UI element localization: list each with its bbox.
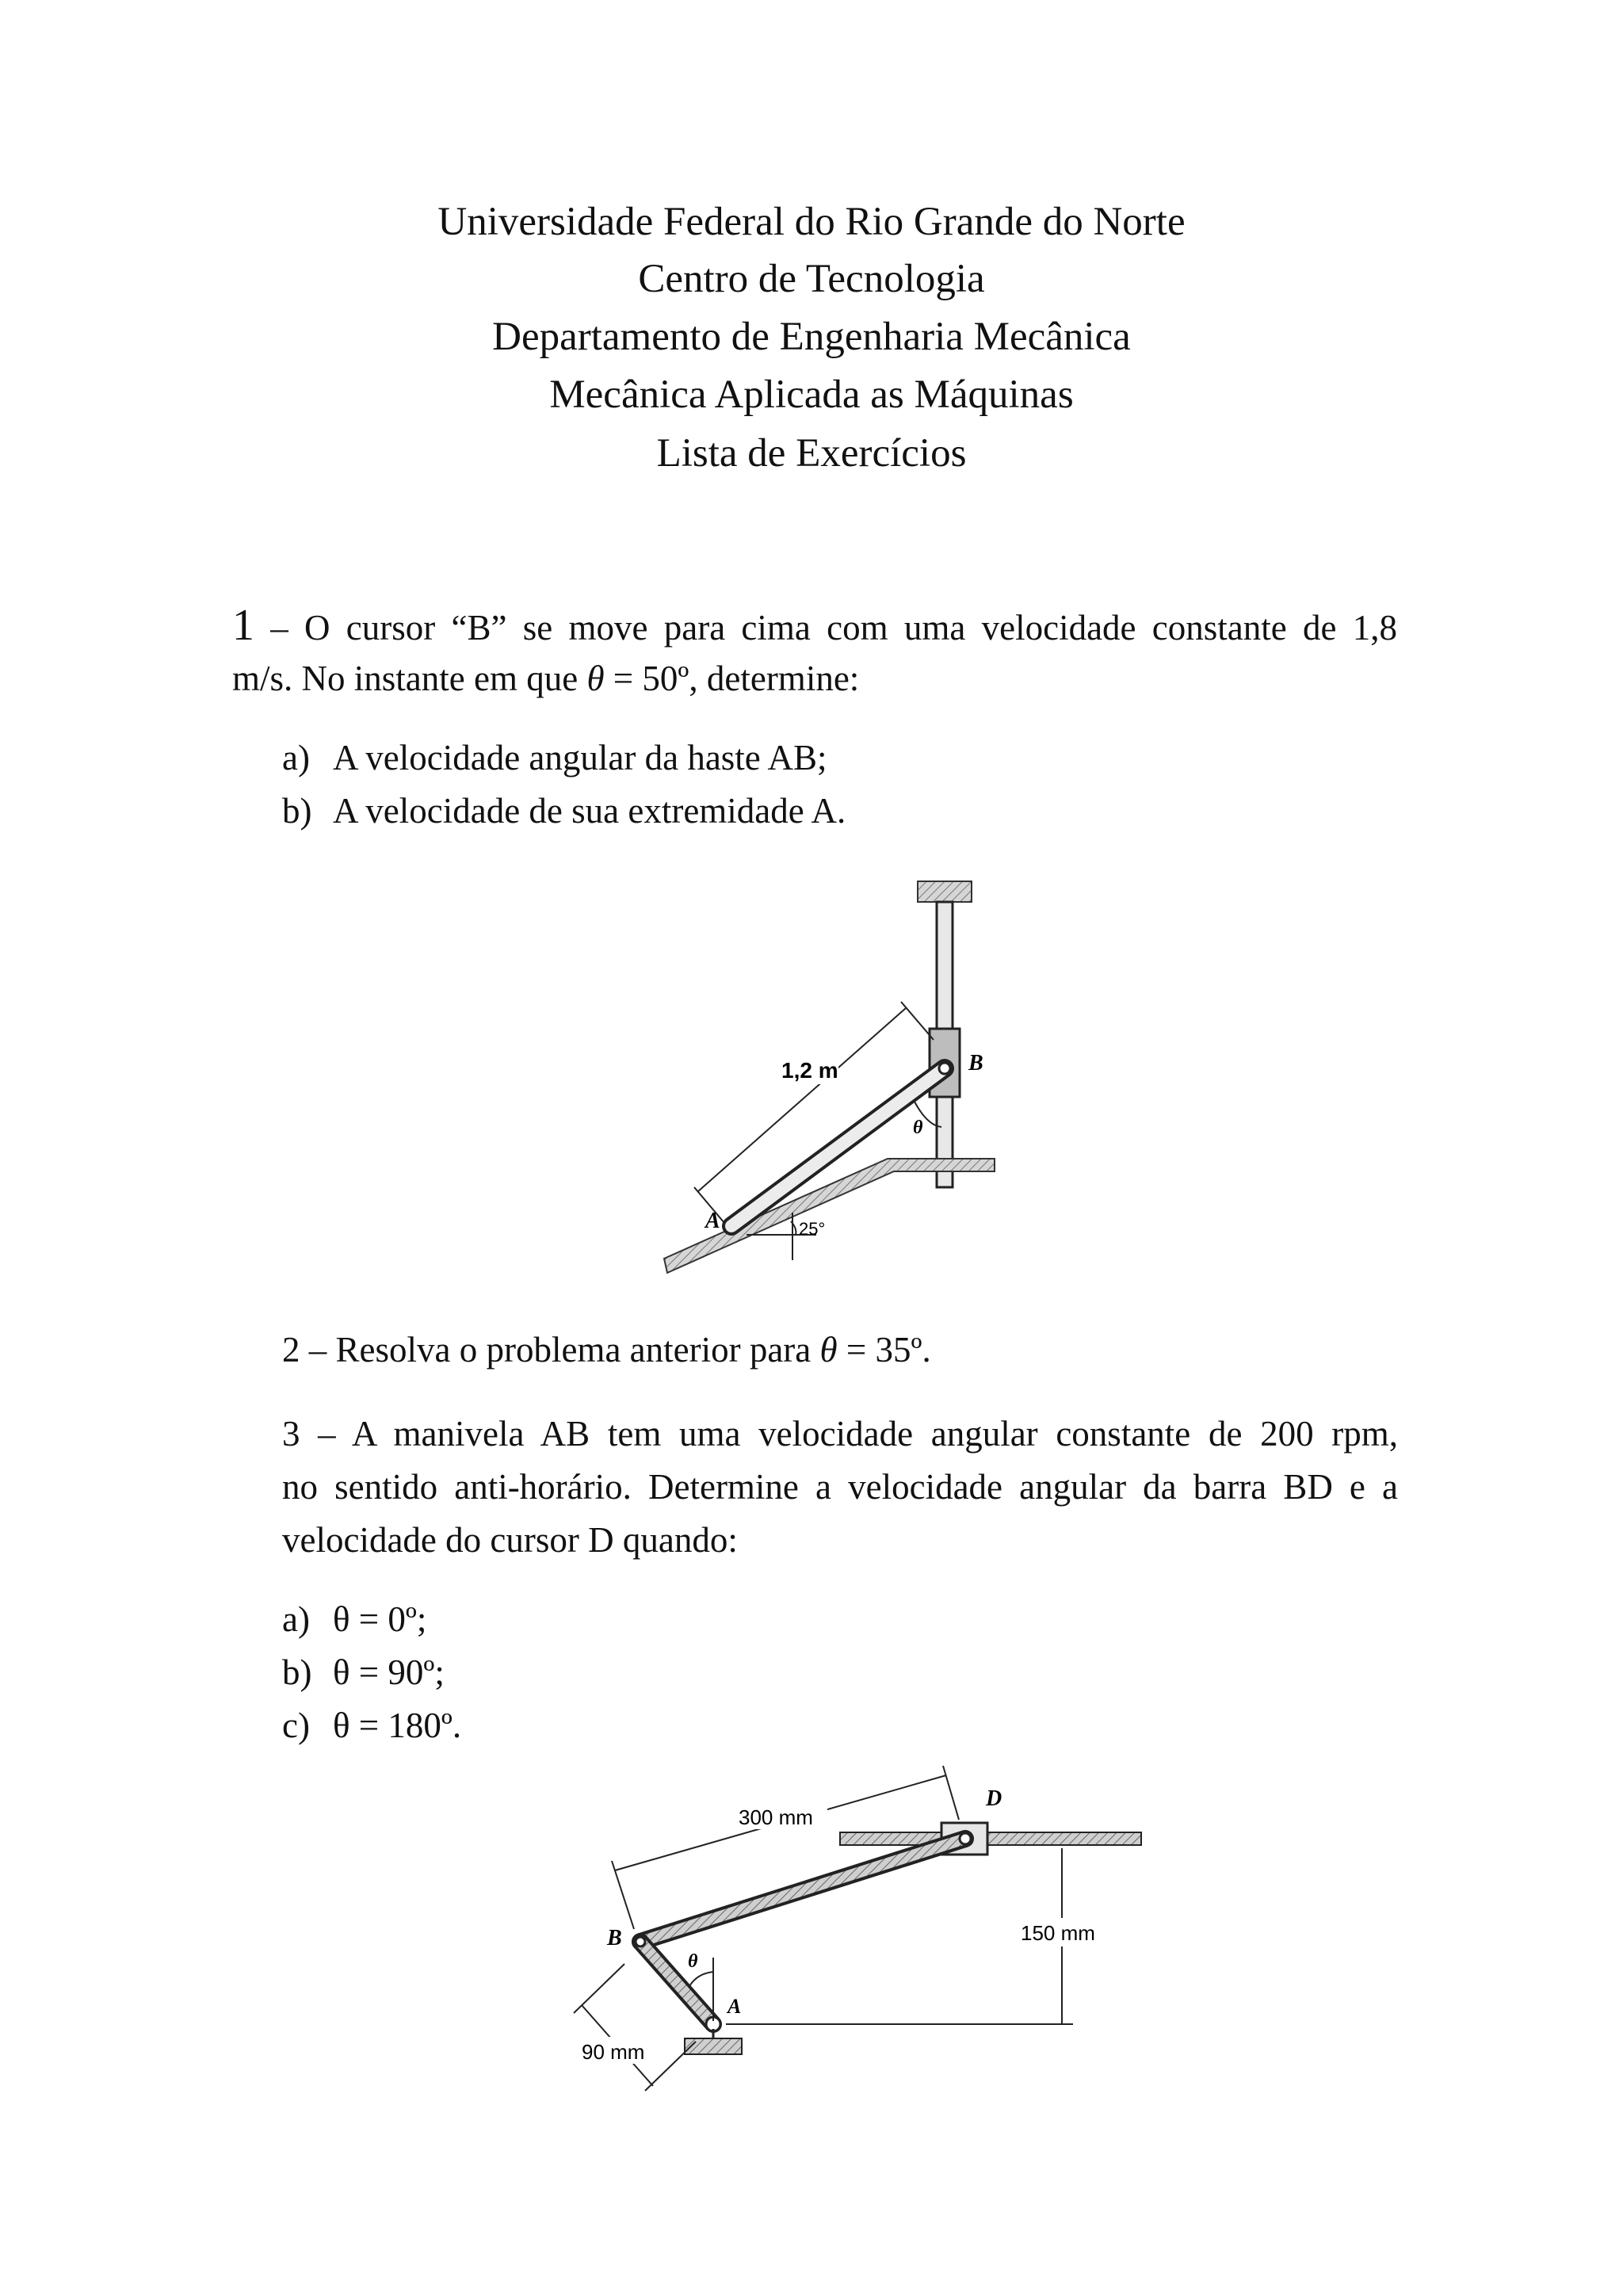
course-name: Mecânica Aplicada as Máquinas (549, 372, 1074, 417)
q3-item-b (282, 1646, 445, 1698)
q3-item-c (282, 1699, 461, 1752)
pin-d (960, 1833, 971, 1844)
q1-item-a-marker: a) (282, 738, 310, 777)
q3-line1: 3 – A manivela AB tem uma velocidade angular constante de 200 rpm, (282, 1414, 1398, 1454)
angle-label: 25° (799, 1219, 826, 1239)
pin-b (939, 1063, 950, 1074)
q1-line2 (232, 652, 859, 705)
length-label: 1,2 m (781, 1058, 838, 1083)
q2-text-start: 2 – Resolva o problema anterior para (282, 1330, 820, 1370)
ab-length-label: 90 mm (582, 2040, 645, 2064)
q3-item-c-text: θ = 180º. (333, 1706, 462, 1745)
q3-item-a (282, 1593, 426, 1645)
point-b-label: B (607, 1926, 622, 1950)
top-support (918, 881, 972, 902)
q2-theta: θ (819, 1330, 838, 1370)
q1-item-b-text: A velocidade de sua extremidade A. (333, 791, 846, 831)
pin-b (636, 1937, 645, 1946)
q1-theta: θ (586, 659, 605, 698)
point-b-label: B (968, 1051, 983, 1075)
point-d-label: D (986, 1786, 1002, 1811)
q1-line2-start: m/s. No instante em que (232, 659, 587, 698)
q2-statement (282, 1324, 931, 1376)
document-title: Lista de Exercícios (656, 431, 967, 476)
q1-line1 (232, 599, 1397, 654)
q1-item-a-text: A velocidade angular da haste AB; (333, 738, 827, 777)
q1-line2-end: = 50º, determine: (604, 659, 860, 698)
q1-item-a (282, 732, 827, 784)
theta-arc (689, 1972, 713, 1986)
q3-item-a-marker: a) (282, 1599, 310, 1639)
q1-statement: – O cursor “B” se move para cima com uma velocidade constante de 1,8 (254, 608, 1397, 648)
department-name: Departamento de Engenharia Mecânica (492, 315, 1131, 359)
q2-text-end: = 35º. (837, 1330, 931, 1370)
q3-line2: no sentido anti-horário. Determine a velocidade angular da barra BD e a (282, 1467, 1398, 1507)
point-a-label: A (727, 1995, 742, 2018)
figure-1-slider-rod (658, 872, 1022, 1284)
theta-label: θ (688, 1951, 698, 1972)
university-name: Universidade Federal do Rio Grande do Norte (437, 200, 1186, 244)
q3-item-b-marker: b) (282, 1652, 312, 1692)
q3-line3: velocidade do cursor D quando: (282, 1520, 738, 1560)
q1-number: 1 (232, 601, 254, 650)
q1-item-b-marker: b) (282, 791, 312, 831)
q1-item-b (282, 785, 846, 837)
theta-label: θ (913, 1117, 923, 1138)
ground-a (685, 2038, 742, 2054)
angle-arc (791, 1221, 796, 1235)
horizontal-guide (840, 1832, 1141, 1845)
bd-length-label: 300 mm (739, 1805, 813, 1829)
height-label: 150 mm (1021, 1921, 1095, 1945)
figure-3-crank-mechanism (571, 1759, 1157, 2092)
center-name: Centro de Tecnologia (638, 257, 985, 301)
q3-item-a-text: θ = 0º; (333, 1599, 427, 1639)
q3-item-b-text: θ = 90º; (333, 1652, 445, 1692)
q3-item-c-marker: c) (282, 1706, 310, 1745)
point-a-label: A (705, 1209, 720, 1233)
